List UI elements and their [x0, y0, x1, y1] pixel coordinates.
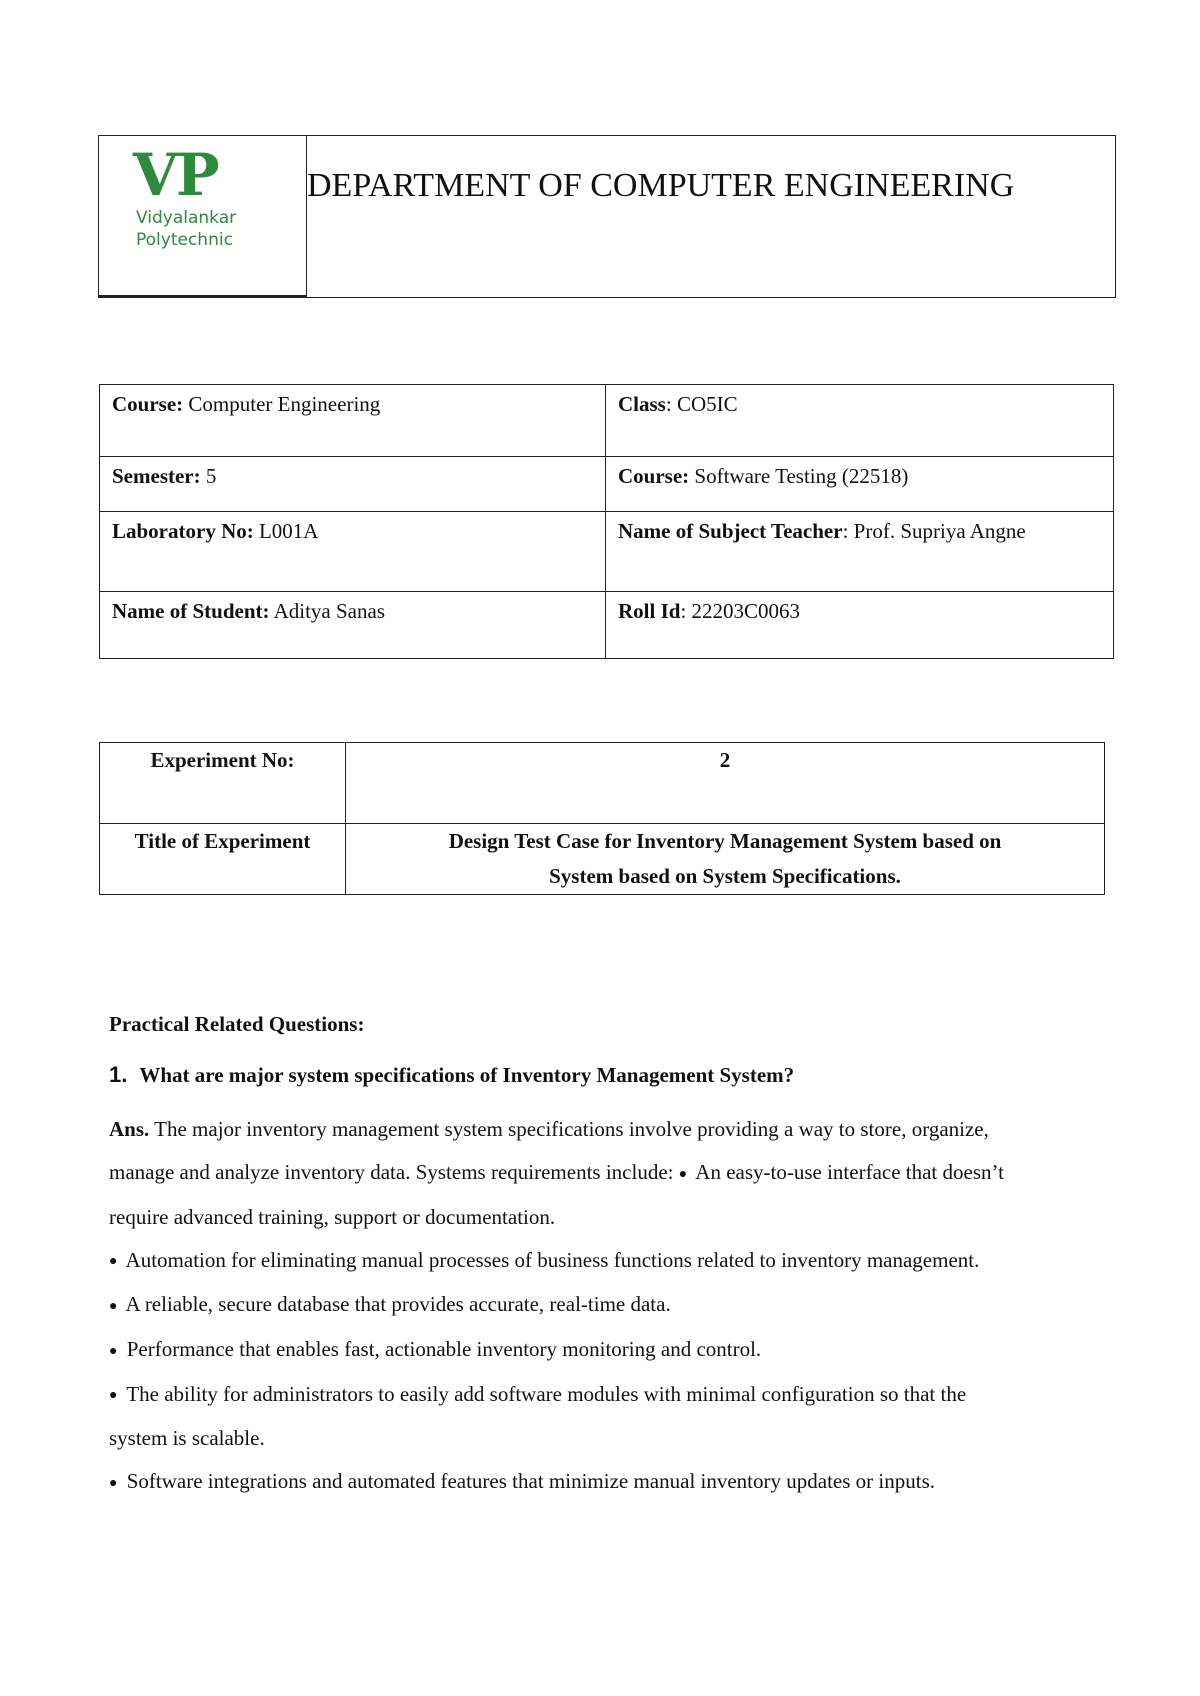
teacher-label: Name of Subject Teacher [618, 519, 843, 543]
lab-label: Laboratory No: [112, 519, 254, 543]
course-cell [100, 385, 606, 457]
experiment-title-line1: Design Test Case for Inventory Management System based on [448, 829, 1002, 853]
practical-questions-heading: Practical Related Questions: [109, 1012, 365, 1036]
answer-bullet [109, 1460, 1009, 1505]
answer-bullet-text: Software integrations and automated features that minimize manual inventory updates or inputs. [121, 1469, 935, 1494]
logo-cell [99, 136, 307, 297]
class-cell [606, 385, 1114, 457]
answer-block [109, 1108, 1009, 1505]
vp-logo: VP [133, 141, 218, 209]
experiment-table [99, 742, 1105, 895]
logo-text-line2: Polytechnic [136, 230, 233, 250]
class-label: Class [618, 392, 666, 416]
header-box [98, 135, 1116, 298]
logo-text-line1: Vidyalankar [136, 208, 237, 228]
answer-bullet-text: Performance that enables fast, actionable inventory monitoring and control. [121, 1337, 762, 1362]
course-info-table [99, 384, 1114, 659]
roll-label: Roll Id [618, 599, 681, 623]
student-label: Name of Student: [112, 599, 270, 623]
roll-cell [606, 592, 1114, 659]
answer-bullet [109, 1283, 1009, 1328]
subject-course-cell [606, 457, 1114, 512]
question-1-number: 1. [109, 1062, 128, 1087]
answer-bullet-text: The ability for administrators to easily add software modules with minimal configuration so that the system is scalable. [109, 1381, 967, 1451]
question-1 [109, 1062, 794, 1088]
answer-intro: The major inventory management system specifications involve providing a way to store, organize, manage and analyze inventory data. Systems requirements include: [109, 1117, 989, 1184]
experiment-title-value [346, 824, 1105, 895]
answer-label: Ans. [109, 1117, 150, 1141]
class-value: : CO5IC [665, 392, 738, 416]
bullet-icon: ● [109, 1476, 118, 1492]
experiment-no-label: Experiment No: [100, 743, 346, 824]
teacher-cell [606, 512, 1114, 592]
answer-bullet-text: Automation for eliminating manual processes of business functions related to inventory management. [121, 1247, 980, 1272]
student-value: Aditya Sanas [269, 599, 385, 623]
experiment-no-value: 2 [346, 743, 1105, 824]
course-value: Computer Engineering [183, 392, 381, 416]
department-title: DEPARTMENT OF COMPUTER ENGINEERING [307, 167, 1015, 204]
semester-label: Semester: [112, 464, 201, 488]
experiment-title-line2: System based on System Specifications. [549, 864, 901, 888]
answer-intro-paragraph [109, 1108, 1009, 1239]
student-cell [100, 592, 606, 659]
answer-bullet [109, 1373, 1009, 1461]
bullet-icon: ● [109, 1388, 118, 1404]
bullet-icon: ● [109, 1254, 118, 1270]
teacher-value: : Prof. Supriya Angne [842, 519, 1026, 543]
roll-value: : 22203C0063 [680, 599, 801, 623]
answer-bullet [109, 1328, 1009, 1373]
answer-first-bullet: An easy-to-use interface that doesn’t require advanced training, support or documentation. [109, 1160, 1004, 1229]
experiment-title-label: Title of Experiment [100, 824, 346, 895]
subject-course-value: Software Testing (22518) [689, 464, 909, 488]
course-label: Course: [112, 392, 184, 416]
semester-cell [100, 457, 606, 512]
bullet-icon: ● [109, 1343, 118, 1359]
lab-cell [100, 512, 606, 592]
lab-value: L001A [253, 519, 319, 543]
answer-bullet-text: A reliable, secure database that provides accurate, real-time data. [121, 1292, 671, 1317]
bullet-icon: ● [678, 1166, 688, 1182]
answer-bullet [109, 1239, 1009, 1284]
bullet-icon: ● [109, 1299, 118, 1315]
semester-value: 5 [200, 464, 217, 488]
question-1-text: What are major system specifications of Inventory Management System? [139, 1063, 795, 1087]
subject-course-label: Course: [618, 464, 690, 488]
